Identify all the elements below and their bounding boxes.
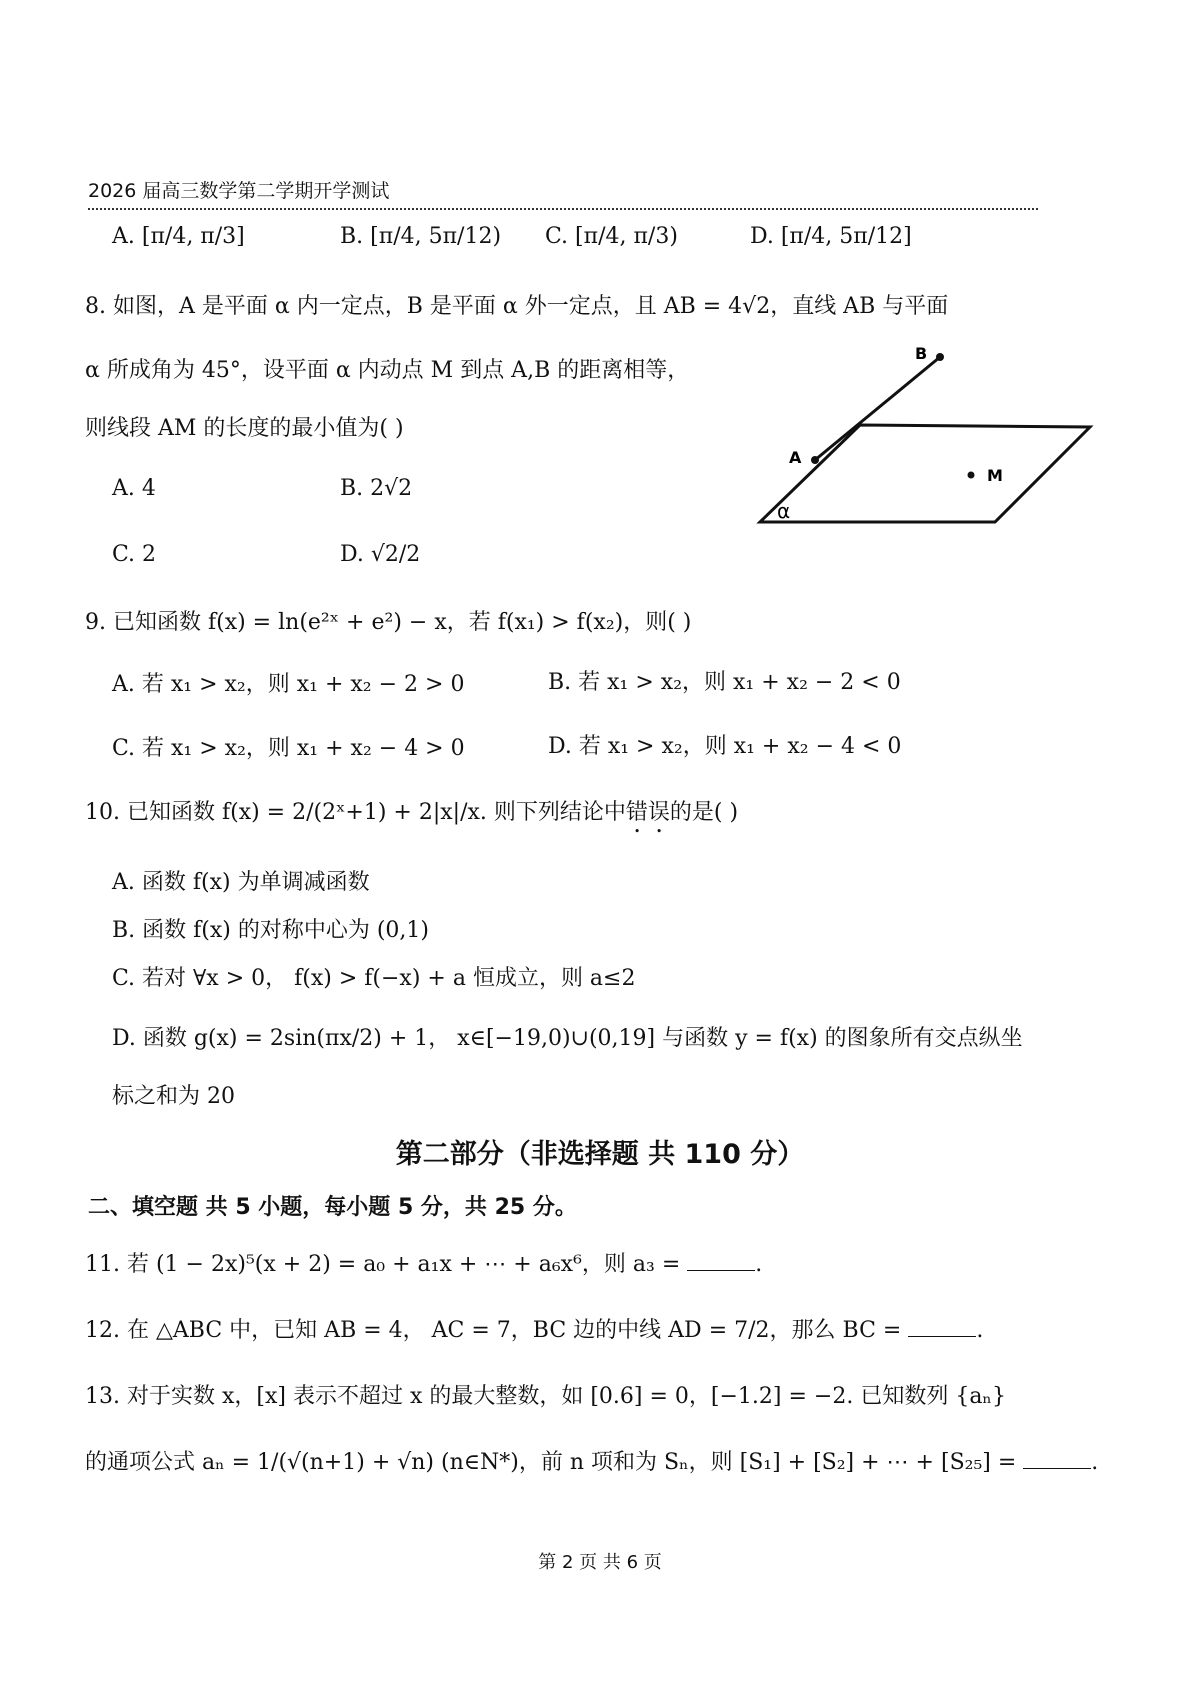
segment-ab <box>815 357 940 460</box>
point-m <box>968 472 975 479</box>
q7-option-a: A. [π/4, π/3] <box>112 224 245 249</box>
q8-plane-figure <box>755 345 1095 530</box>
q11-end: . <box>755 1252 763 1277</box>
fill-blank-heading: 二、填空题 共 5 小题，每小题 5 分，共 25 分。 <box>88 1195 577 1220</box>
q10-stem-suffix: 的是( ) <box>669 800 739 825</box>
q11-text: 11. 若 (1 − 2x)⁵(x + 2) = a₀ + a₁x + ⋯ + a₆x⁶，则 a₃ = <box>85 1252 681 1277</box>
q8-option-c: C. 2 <box>112 542 157 567</box>
q8-option-b: B. 2√2 <box>340 476 413 501</box>
point-a <box>811 456 819 464</box>
q12-answer-blank <box>908 1316 976 1337</box>
q10-option-c: C. 若对 ∀x > 0， f(x) > f(−x) + a 恒成立，则 a≤2 <box>112 966 636 991</box>
q9-option-b: B. 若 x₁ > x₂，则 x₁ + x₂ − 2 < 0 <box>548 670 901 695</box>
q13-line1: 13. 对于实数 x，[x] 表示不超过 x 的最大整数，如 [0.6] = 0，[−1.2] = −2. 已知数列 {aₙ} <box>85 1384 1006 1409</box>
q10-option-b: B. 函数 f(x) 的对称中心为 (0,1) <box>112 918 430 943</box>
header-divider <box>88 208 1038 210</box>
q9-option-d: D. 若 x₁ > x₂，则 x₁ + x₂ − 4 < 0 <box>548 734 902 759</box>
q10-stem-emphasis: 错误 <box>625 800 670 825</box>
q13-line2 <box>85 1448 1098 1478</box>
page-footer: 第 2 页 共 6 页 <box>538 1552 662 1573</box>
q8-stem-line1: 8. 如图，A 是平面 α 内一定点，B 是平面 α 外一定点，且 AB = 4√2，直线 AB 与平面 <box>85 294 949 319</box>
q8-stem-line2: α 所成角为 45°，设平面 α 内动点 M 到点 A,B 的距离相等， <box>85 358 690 383</box>
q13-answer-blank <box>1023 1448 1091 1469</box>
section-two-title: 第二部分（非选择题 共 110 分） <box>395 1139 805 1170</box>
q7-option-d: D. [π/4, 5π/12] <box>750 224 912 249</box>
q8-option-a: A. 4 <box>112 476 156 501</box>
q7-option-c: C. [π/4, π/3) <box>545 224 678 249</box>
q9-stem: 9. 已知函数 f(x) = ln(e²ˣ + e²) − x，若 f(x₁) > f(x₂)，则( ) <box>85 610 692 635</box>
q9-option-c: C. 若 x₁ > x₂，则 x₁ + x₂ − 4 > 0 <box>112 736 465 761</box>
q7-option-b: B. [π/4, 5π/12) <box>340 224 502 249</box>
q10-option-d-line1: D. 函数 g(x) = 2sin(πx/2) + 1， x∈[−19,0)∪(0,19] 与函数 y = f(x) 的图象所有交点纵坐 <box>112 1026 1023 1051</box>
q8-stem-line3: 则线段 AM 的长度的最小值为( ) <box>85 416 404 441</box>
q13-end: . <box>1091 1450 1099 1475</box>
exam-header: 2026 届高三数学第二学期开学测试 <box>88 180 390 202</box>
label-a: A <box>789 448 802 467</box>
q12-text: 12. 在 △ABC 中，已知 AB = 4， AC = 7，BC 边的中线 AD = 7/2，那么 BC = <box>85 1318 902 1343</box>
label-b: B <box>915 345 928 363</box>
q10-option-d-line2: 标之和为 20 <box>112 1084 235 1109</box>
q8-option-d: D. √2/2 <box>340 542 421 567</box>
label-m: M <box>987 466 1003 485</box>
label-alpha: α <box>777 499 791 523</box>
plane-alpha-shape <box>760 425 1090 522</box>
point-b <box>936 353 944 361</box>
q10-stem-prefix: 10. 已知函数 f(x) = 2/(2ˣ+1) + 2|x|/x. 则下列结论中 <box>85 800 626 825</box>
q12-end: . <box>976 1318 984 1343</box>
q9-option-a: A. 若 x₁ > x₂，则 x₁ + x₂ − 2 > 0 <box>112 672 465 697</box>
q11-answer-blank <box>687 1250 755 1271</box>
q13-text: 的通项公式 aₙ = 1/(√(n+1) + √n) (n∈N*)，前 n 项和为 Sₙ，则 [S₁] + [S₂] + ⋯ + [S₂₅] = <box>85 1450 1017 1475</box>
q10-option-a: A. 函数 f(x) 为单调减函数 <box>112 870 370 895</box>
q10-stem <box>85 798 738 838</box>
q12 <box>85 1316 983 1346</box>
q11 <box>85 1250 762 1280</box>
